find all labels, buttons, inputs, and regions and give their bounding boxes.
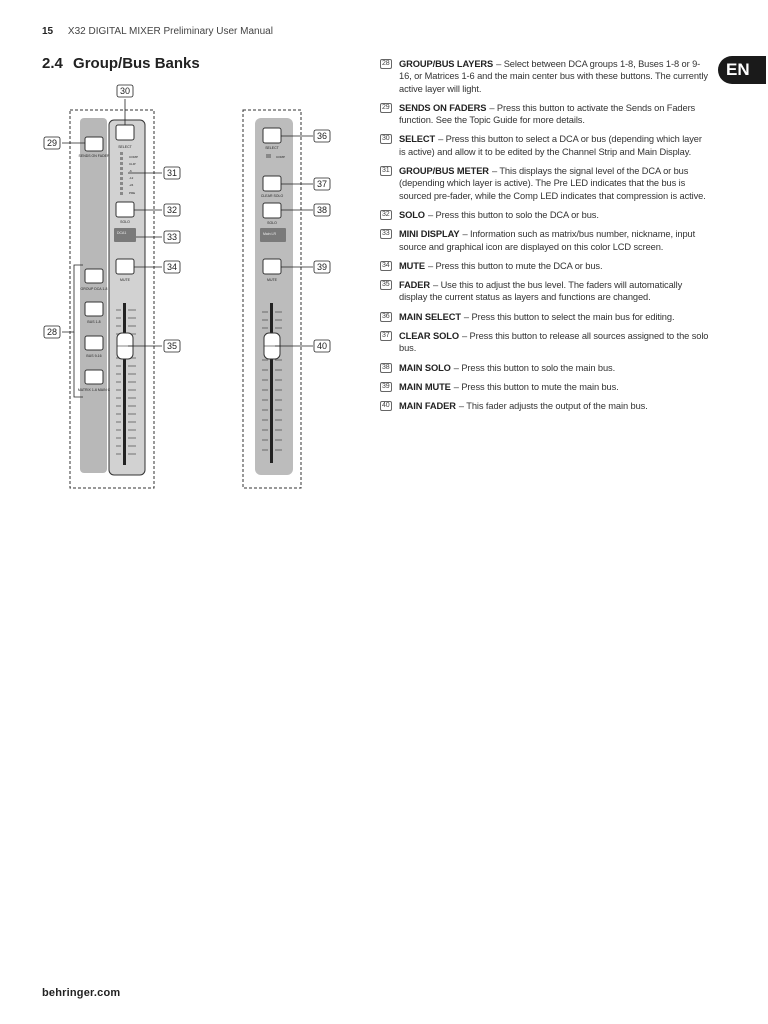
matrix-main-label: MATRIX 1-6 MAIN C <box>77 388 111 392</box>
callout-29: 29 <box>46 138 58 148</box>
callout-38: 38 <box>316 205 328 215</box>
callout-39: 39 <box>316 262 328 272</box>
item-text: – Select between DCA groups 1-8, Buses 1-8 or 9-16, or Matrices 1-6 and the main center bus with these buttons. The currently active layer will light. <box>399 59 708 94</box>
list-item <box>380 381 710 393</box>
select-label: SELECT <box>118 145 132 149</box>
item-number: 30 <box>382 135 390 143</box>
callout-34: 34 <box>166 262 178 272</box>
item-term: SELECT <box>399 134 436 145</box>
sends-on-fader-button[interactable] <box>85 137 103 151</box>
item-number: 38 <box>382 363 390 371</box>
list-item <box>380 400 710 412</box>
item-term: MAIN MUTE <box>399 381 451 392</box>
item-number: 35 <box>382 281 390 289</box>
comp-led-label: COMP <box>129 155 138 159</box>
main-display-text: Main LR <box>263 232 277 236</box>
item-text: – This fader adjusts the output of the main bus. <box>458 401 648 412</box>
solo-label: SOLO <box>120 220 130 224</box>
mute-label: MUTE <box>120 278 130 282</box>
callout-35: 35 <box>166 341 178 351</box>
group-bus-meter <box>120 152 123 195</box>
item-number: 28 <box>382 60 390 67</box>
group-dca-label: GROUP DCA 1-8 <box>80 287 108 291</box>
item-text: – Press this button to mute the main bus. <box>453 381 619 392</box>
bus-1-8-button[interactable] <box>85 302 103 316</box>
main-mute-button[interactable] <box>263 259 281 274</box>
bus-9-16-label: BUS 9-16 <box>86 354 102 358</box>
item-number: 37 <box>382 332 390 340</box>
callout-40: 40 <box>316 341 328 351</box>
footer-website: behringer.com <box>42 987 121 999</box>
manual-title: X32 DIGITAL MIXER Preliminary User Manual <box>67 26 273 37</box>
item-term: SENDS ON FADERS <box>399 102 487 113</box>
item-number: 39 <box>382 382 390 390</box>
list-item <box>380 58 710 95</box>
main-solo-label: SOLO <box>267 221 277 225</box>
item-text: – This displays the signal level of the DCA or bus (depending which layer is active). The Pre LED indicates that the bus is sourced pre-fader, while the Comp LED indicates that compression is active. <box>399 166 706 201</box>
item-term: GROUP/BUS LAYERS <box>399 59 494 69</box>
item-term: SOLO <box>399 209 425 220</box>
main-strip <box>255 118 293 475</box>
main-select-label: SELECT <box>265 146 279 150</box>
item-number: 29 <box>382 103 390 111</box>
meter-label-12: -12 <box>129 176 134 180</box>
item-text: – Information such as matrix/bus number, nickname, input source and graphical icon are displayed on this color LCD screen. <box>399 229 696 252</box>
meter-label-24: -24 <box>129 183 134 187</box>
callout-33: 33 <box>166 232 178 242</box>
item-term: MUTE <box>399 260 425 271</box>
clear-solo-label: CLEAR SOLO <box>260 194 284 198</box>
list-item <box>380 260 710 272</box>
item-term: CLEAR SOLO <box>399 331 459 342</box>
list-item <box>380 165 710 202</box>
item-text: – Press this button to mute the DCA or bus. <box>427 260 603 271</box>
callout-31: 31 <box>166 168 178 178</box>
list-item <box>380 279 710 304</box>
item-text: – Press this button to solo the DCA or bus. <box>427 209 599 220</box>
item-number: 33 <box>382 230 390 238</box>
main-select-button[interactable] <box>263 128 281 143</box>
section-number: 2.4 <box>42 55 63 72</box>
bus-1-8-label: BUS 1-8 <box>87 320 101 324</box>
list-item <box>380 311 710 323</box>
item-term: MAIN FADER <box>399 401 456 412</box>
bus-9-16-button[interactable] <box>85 336 103 350</box>
group-dca-button[interactable] <box>85 269 103 283</box>
list-item <box>380 362 710 374</box>
list-item <box>380 228 710 253</box>
item-text: – Press this button to solo the main bus. <box>453 362 616 373</box>
language-badge: EN <box>718 56 766 84</box>
main-comp-led <box>266 154 271 158</box>
main-mute-label: MUTE <box>267 278 277 282</box>
item-term: MAIN SELECT <box>399 311 461 322</box>
callout-37: 37 <box>316 179 328 189</box>
page-number: 15 <box>42 26 54 37</box>
callout-30: 30 <box>119 86 131 96</box>
item-text: – Use this to adjust the bus level. The faders will automatically display the current status as layers and functions are changed. <box>399 280 683 303</box>
item-number: 31 <box>382 167 390 175</box>
callout-32: 32 <box>166 205 178 215</box>
callout-36: 36 <box>316 131 328 141</box>
item-number: 40 <box>382 402 390 410</box>
list-item <box>380 133 710 158</box>
sends-on-fader-label: SENDS ON FADER <box>78 154 110 158</box>
item-text: – Press this button to select a DCA or bus (depending which layer is active) and allow it to be edited by the Channel Strip and Main Display. <box>399 134 702 157</box>
item-number: 36 <box>382 312 390 320</box>
mute-button[interactable] <box>116 259 134 274</box>
item-term: GROUP/BUS METER <box>399 166 489 177</box>
list-item <box>380 102 710 127</box>
clear-solo-button[interactable] <box>263 176 281 191</box>
list-item <box>380 209 710 221</box>
main-solo-button[interactable] <box>263 203 281 218</box>
meter-label-6: -6 <box>129 169 132 173</box>
item-term: MINI DISPLAY <box>399 229 460 240</box>
item-text: – Press this button to select the main bus for editing. <box>463 311 675 322</box>
meter-label-clip: CLIP <box>129 162 136 166</box>
mini-display-text: DCA1 <box>117 231 127 235</box>
item-term: FADER <box>399 280 431 291</box>
solo-button[interactable] <box>116 202 134 217</box>
item-number: 32 <box>382 210 390 218</box>
matrix-main-button[interactable] <box>85 370 103 384</box>
group-bus-figure <box>0 0 360 500</box>
item-number: 34 <box>382 261 390 269</box>
callout-28: 28 <box>46 327 58 337</box>
list-item <box>380 330 710 355</box>
select-button[interactable] <box>116 125 134 140</box>
meter-label-pre: PRE <box>129 191 136 195</box>
item-text: – Press this button to release all sources assigned to the solo bus. <box>399 331 709 354</box>
control-description-list <box>380 58 710 420</box>
layer-button-column <box>80 118 107 473</box>
section-heading: Group/Bus Banks <box>73 55 200 72</box>
item-term: MAIN SOLO <box>399 362 451 373</box>
main-comp-label: COMP <box>276 155 285 159</box>
item-text: – Press this button to activate the Sends on Faders function. See the Topic Guide for more details. <box>399 102 696 126</box>
